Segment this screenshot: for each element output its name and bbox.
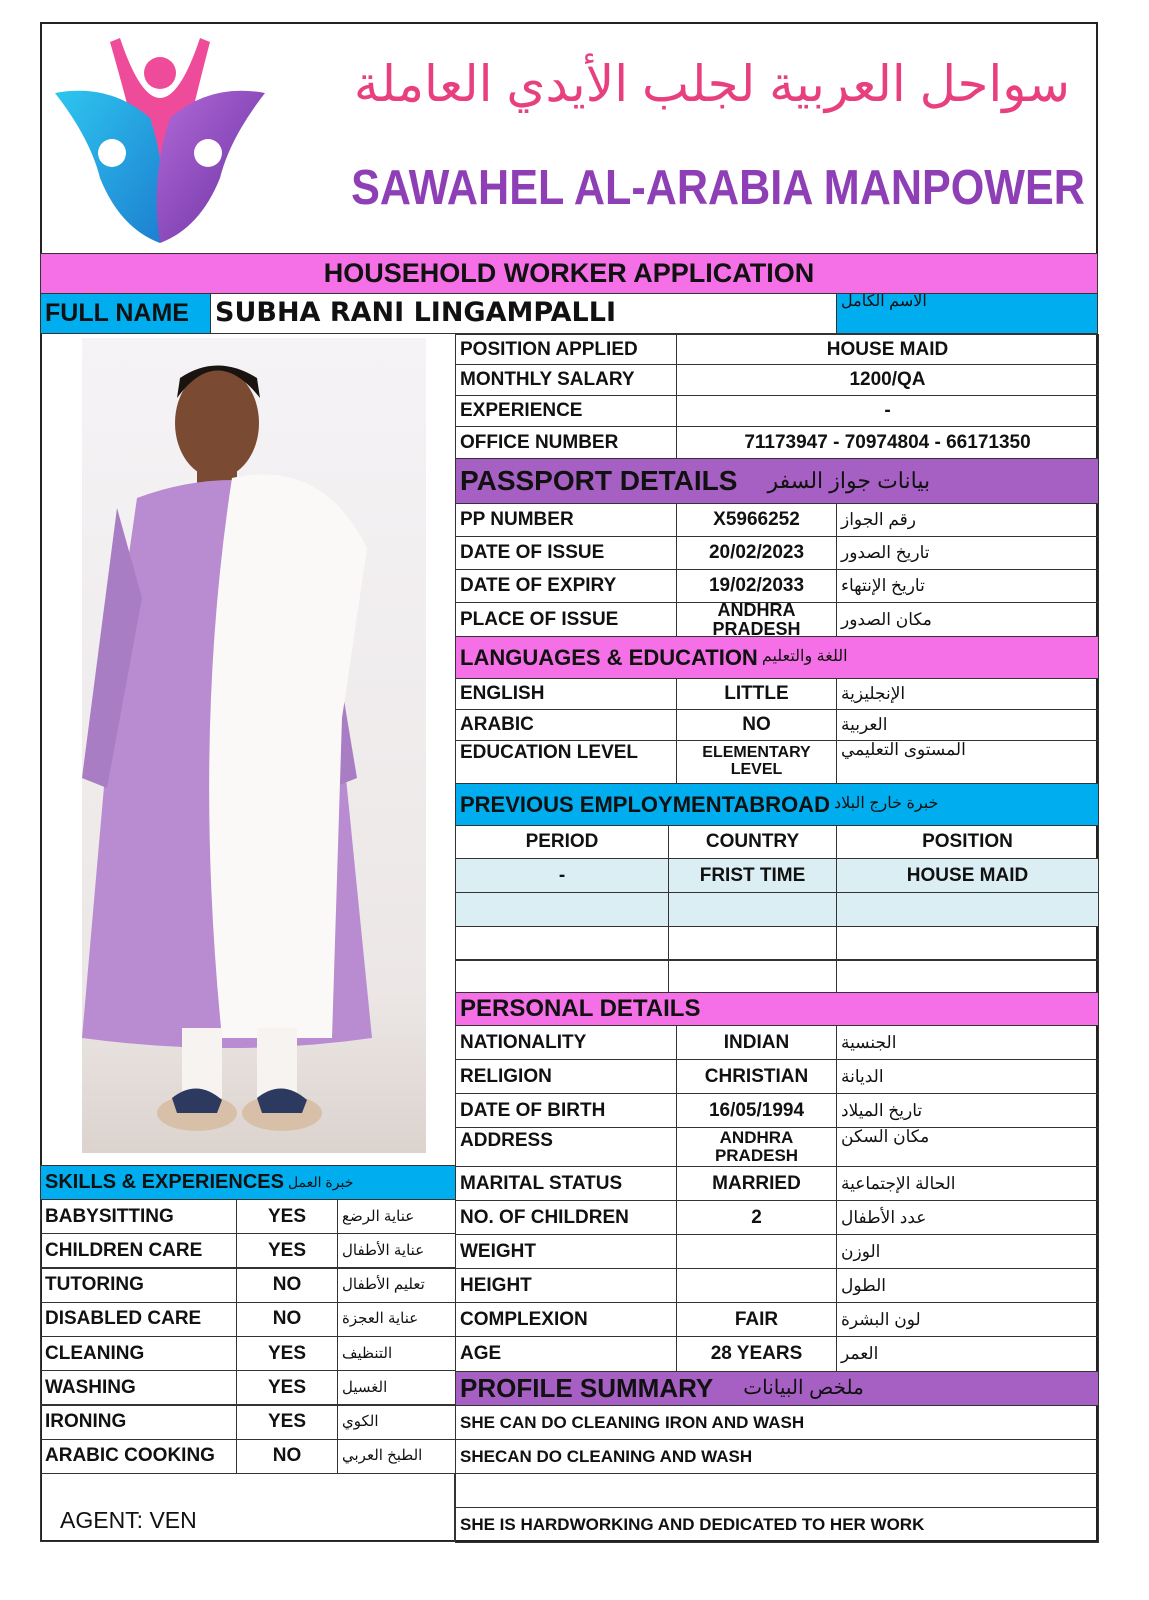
personal-arabic-label: تاريخ الميلاد [836, 1093, 1099, 1128]
passport-label: PP NUMBER [455, 503, 677, 537]
personal-value: CHRISTIAN [676, 1059, 837, 1094]
skill-value: YES [236, 1336, 338, 1371]
passport-label: DATE OF EXPIRY [455, 569, 677, 603]
passport-arabic-label: تاريخ الإنتهاء [836, 569, 1099, 603]
passport-header-text: PASSPORT DETAILS [460, 465, 738, 497]
skills-header-text: SKILLS & EXPERIENCES [45, 1171, 284, 1193]
skill-arabic-label: عناية العجزة [337, 1302, 456, 1337]
personal-arabic-label: العمر [836, 1336, 1099, 1372]
personal-value: FAIR [676, 1302, 837, 1337]
personal-arabic-label: مكان السكن [836, 1127, 1099, 1167]
language-label: EDUCATION LEVEL [455, 740, 677, 784]
personal-arabic-label: عدد الأطفال [836, 1200, 1099, 1235]
employment-cell [836, 959, 1099, 993]
skill-value: YES [236, 1370, 338, 1405]
company-name-arabic: سواحل العربية لجلب الأيدي العاملة [353, 56, 1070, 112]
personal-label: NO. OF CHILDREN [455, 1200, 677, 1235]
skill-value: NO [236, 1268, 338, 1303]
employment-cell [668, 959, 837, 993]
language-value: ELEMENTARY LEVEL [676, 740, 837, 784]
skill-arabic-label: عناية الرضع [337, 1199, 456, 1234]
full-name-arabic-text: الاسم الكامل [841, 293, 927, 310]
personal-label: ADDRESS [455, 1127, 677, 1167]
agent-label: AGENT: VEN [60, 1507, 197, 1533]
skill-label: CLEANING [40, 1336, 237, 1371]
skills-header [40, 1165, 456, 1200]
personal-value [676, 1268, 837, 1303]
skill-label: WASHING [40, 1370, 237, 1405]
skill-label: TUTORING [40, 1268, 237, 1303]
passport-value: 20/02/2023 [676, 536, 837, 570]
full-name-label: FULL NAME [40, 293, 211, 334]
job-label: POSITION APPLIED [455, 334, 677, 365]
job-label: MONTHLY SALARY [455, 364, 677, 396]
employment-cell [668, 892, 837, 927]
profile-header [455, 1371, 1099, 1406]
skill-arabic-label: الطبخ العربي [337, 1439, 456, 1474]
languages-header [455, 636, 1099, 679]
profile-header-arabic: ملخص البيانات [743, 1377, 864, 1399]
job-value: 1200/QA [676, 364, 1099, 396]
skill-value: NO [236, 1302, 338, 1337]
full-name-value: SUBHA RANI LINGAMPALLI [210, 293, 837, 334]
personal-value: 28 YEARS [676, 1336, 837, 1372]
employment-column-header: POSITION [836, 825, 1099, 859]
employment-header-text: PREVIOUS EMPLOYMENTABROAD [460, 791, 830, 817]
skill-value: NO [236, 1439, 338, 1474]
employment-cell [836, 926, 1099, 961]
employment-cell [455, 926, 669, 961]
languages-header-arabic: اللغة والتعليم [761, 648, 848, 666]
personal-arabic-label: الديانة [836, 1059, 1099, 1094]
personal-arabic-label: الطول [836, 1268, 1099, 1303]
employment-cell [836, 892, 1099, 927]
employment-cell: FRIST TIME [668, 858, 837, 893]
personal-arabic-label: الحالة الإجتماعية [836, 1166, 1099, 1201]
personal-label: RELIGION [455, 1059, 677, 1094]
profile-summary-line [455, 1473, 1099, 1508]
skill-arabic-label: الغسيل [337, 1370, 456, 1405]
skill-arabic-label: التنظيف [337, 1336, 456, 1371]
personal-label: COMPLEXION [455, 1302, 677, 1337]
personal-value: 2 [676, 1200, 837, 1235]
skill-value: YES [236, 1405, 338, 1440]
passport-value: ANDHRA PRADESH [676, 602, 837, 637]
personal-arabic-label: لون البشرة [836, 1302, 1099, 1337]
language-value: NO [676, 709, 837, 741]
language-arabic-label: المستوى التعليمي [836, 740, 1099, 784]
personal-label: WEIGHT [455, 1234, 677, 1269]
personal-arabic-label: الوزن [836, 1234, 1099, 1269]
skill-label: ARABIC COOKING [40, 1439, 237, 1474]
languages-header-text: LANGUAGES & EDUCATION [460, 644, 758, 670]
skills-header-arabic: خبرة العمل [287, 1174, 354, 1191]
form-title: HOUSEHOLD WORKER APPLICATION [40, 253, 1098, 294]
company-logo [50, 28, 270, 248]
job-value: - [676, 395, 1099, 427]
passport-value: X5966252 [676, 503, 837, 537]
skill-arabic-label: الكوي [337, 1405, 456, 1440]
personal-label: MARITAL STATUS [455, 1166, 677, 1201]
skill-label: DISABLED CARE [40, 1302, 237, 1337]
skill-arabic-label: تعليم الأطفال [337, 1268, 456, 1303]
skill-value: YES [236, 1199, 338, 1234]
skill-label: CHILDREN CARE [40, 1233, 237, 1268]
passport-arabic-label: مكان الصدور [836, 602, 1099, 637]
job-value: HOUSE MAID [676, 334, 1099, 365]
profile-summary-line: SHE IS HARDWORKING AND DEDICATED TO HER WORK [455, 1507, 1099, 1543]
personal-label: NATIONALITY [455, 1025, 677, 1060]
employment-cell [668, 926, 837, 961]
passport-header-arabic: بيانات جواز السفر [767, 468, 931, 494]
employment-cell [455, 892, 669, 927]
language-label: ENGLISH [455, 678, 677, 710]
employment-cell [455, 959, 669, 993]
passport-label: PLACE OF ISSUE [455, 602, 677, 637]
personal-header [455, 992, 1099, 1026]
skill-value: YES [236, 1233, 338, 1268]
passport-label: DATE OF ISSUE [455, 536, 677, 570]
language-arabic-label: العربية [836, 709, 1099, 741]
full-name-arabic-label [836, 293, 1098, 334]
personal-header-text: PERSONAL DETAILS [460, 995, 701, 1023]
language-label: ARABIC [455, 709, 677, 741]
employment-cell: HOUSE MAID [836, 858, 1099, 893]
employment-cell: - [455, 858, 669, 893]
personal-label: HEIGHT [455, 1268, 677, 1303]
passport-value: 19/02/2033 [676, 569, 837, 603]
company-name-english: SAWAHEL AL-ARABIA MANPOWER [351, 161, 1085, 215]
personal-value [676, 1234, 837, 1269]
personal-value: 16/05/1994 [676, 1093, 837, 1128]
personal-value: ANDHRA PRADESH [676, 1127, 837, 1167]
job-value: 71173947 - 70974804 - 66171350 [676, 426, 1099, 459]
employment-column-header: PERIOD [455, 825, 669, 859]
employment-header [455, 783, 1099, 826]
passport-arabic-label: تاريخ الصدور [836, 536, 1099, 570]
profile-header-text: PROFILE SUMMARY [460, 1372, 714, 1403]
applicant-photo [82, 338, 426, 1153]
personal-value: INDIAN [676, 1025, 837, 1060]
profile-summary-line: SHE CAN DO CLEANING IRON AND WASH [455, 1405, 1099, 1440]
language-value: LITTLE [676, 678, 837, 710]
job-label: EXPERIENCE [455, 395, 677, 427]
employment-header-arabic: خبرة خارج البلاد [833, 795, 939, 813]
skill-arabic-label: عناية الأطفال [337, 1233, 456, 1268]
personal-label: AGE [455, 1336, 677, 1372]
job-label: OFFICE NUMBER [455, 426, 677, 459]
language-arabic-label: الإنجليزية [836, 678, 1099, 710]
personal-arabic-label: الجنسية [836, 1025, 1099, 1060]
employment-column-header: COUNTRY [668, 825, 837, 859]
skill-label: BABYSITTING [40, 1199, 237, 1234]
passport-arabic-label: رقم الجواز [836, 503, 1099, 537]
skill-label: IRONING [40, 1405, 237, 1440]
passport-header [455, 458, 1099, 504]
personal-label: DATE OF BIRTH [455, 1093, 677, 1128]
personal-value: MARRIED [676, 1166, 837, 1201]
profile-summary-line: SHECAN DO CLEANING AND WASH [455, 1439, 1099, 1474]
